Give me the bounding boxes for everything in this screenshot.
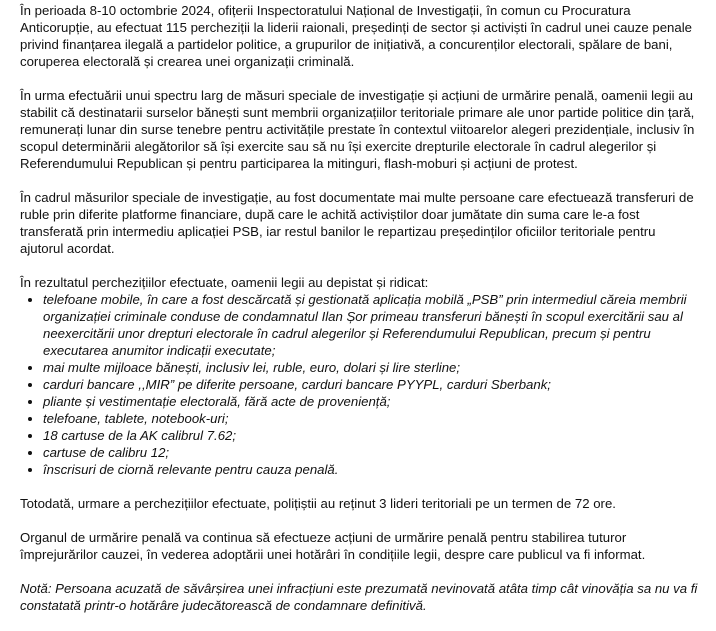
paragraph-next-steps: Organul de urmărire penală va continua să efectueze acțiuni de urmărire penală pentru stabilirea tuturor împrejurărilor cauzei, în vederea adoptării unei hotărâri în condițiile legii, despre care publicul va fi informat. bbox=[20, 530, 646, 562]
list-item: • carduri bancare ,,MIR” pe diferite persoane, carduri bancare PYYPL, carduri Sberbank; bbox=[43, 376, 702, 393]
list-item: • telefoane, tablete, notebook-uri; bbox=[43, 410, 702, 427]
paragraph-money-transfers: În cadrul măsurilor speciale de investigație, au fost documentate mai multe persoane care efectuează transferuri de ruble prin diferite platforme financiare, după care le achită activiștilor doar jumătate din suma care le-a fost transferată prin intermediu aplicației PSB, iar restul banilor le repartizau președinților oficiilor teritoriale pentru ajutorul acordat. bbox=[20, 190, 694, 256]
list-item: • pliante și vestimentație electorală, fără acte de proveniență; bbox=[43, 393, 702, 410]
paragraph-investigation-findings: În urma efectuării unui spectru larg de măsuri speciale de investigație și acțiuni de urmărire penală, oamenii legii au stabilit că destinatarii surselor bănești sunt membrii organizațiilor teritoriale primare ale unor partide politice din țară, remunerați lunar din surse tenebre pentru activitățile prestate în contextul viitoarelor alegeri prezidențiale, inclusiv în scopul determinării alegătorilor să își exercite sau să nu își exercite drepturile electorale în cadrul alegerilor și Referendumului Republican și pentru participarea la mitinguri, flash-moburi și acțiuni de protest. bbox=[20, 88, 695, 171]
seized-items-list bbox=[20, 291, 702, 478]
list-item: • 18 cartuse de la AK calibrul 7.62; bbox=[43, 427, 702, 444]
article-body bbox=[20, 2, 702, 631]
presumption-note: Notă: Persoana acuzată de săvârșirea unei infracțiuni este prezumată nevinovată atâta timp cât vinovăția sa nu va fi constatată printr-o hotărâre judecătorească de condamnare definitivă. bbox=[20, 581, 698, 613]
seized-items-intro: În rezultatul perchezițiilor efectuate, oamenii legii au depistat și ridicat: bbox=[20, 275, 429, 290]
list-item: • cartuse de calibru 12; bbox=[43, 444, 702, 461]
list-item: • telefoane mobile, în care a fost descărcată și gestionată aplicația mobilă „PSB” prin intermediul căreia membrii organizației criminale conduse de condamnatul Ilan Șor primeau transferuri bănești în scopul exercitării sau al neexercitării unor drepturi electorale în cadrul alegerilor și Referendumului Republican, precum și pentru executarea anumitor indicații executate; bbox=[43, 291, 702, 359]
list-item: • mai multe mijloace bănești, inclusiv lei, ruble, euro, dolari și lire sterline; bbox=[43, 359, 702, 376]
list-item: • înscrisuri de ciornă relevante pentru cauza penală. bbox=[43, 461, 702, 478]
paragraph-detentions: Totodată, urmare a perchezițiilor efectuate, polițiștii au reținut 3 lideri teritoriali pe un termen de 72 ore. bbox=[20, 496, 616, 511]
paragraph-searches-overview: În perioada 8-10 octombrie 2024, ofițerii Inspectoratului Național de Investigații, în comun cu Procuratura Anticorupție, au efectuat 115 percheziții la liderii raionali, președinți de sector și activiști în cadrul unei cauze penale privind finanțarea ilegală a partidelor politice, a grupurilor de inițiativă, a concurenților electorali, spălare de bani, coruperea electorală și crearea unei organizații criminală. bbox=[20, 3, 692, 69]
